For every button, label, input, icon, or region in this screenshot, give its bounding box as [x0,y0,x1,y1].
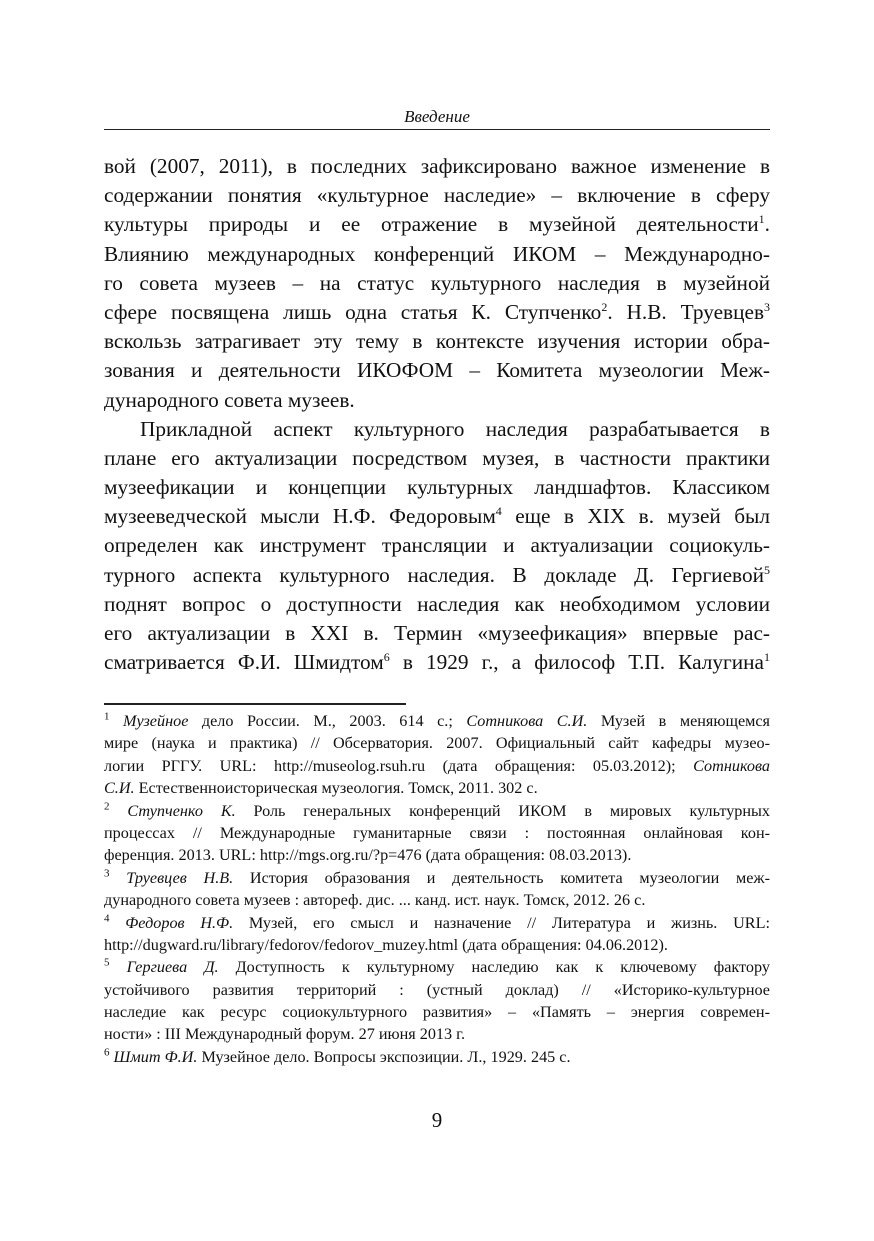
footnote-ref: 6 [383,650,390,665]
footnote-text: Роль генеральных конференций ИКОМ в мировых культурных [235,801,771,820]
text-line [104,386,770,415]
line-text: содержании понятия «культурное наследие» – включение в сферу [104,183,770,208]
footnote-line [104,934,770,956]
text-line [104,327,770,356]
text-line [104,531,770,560]
text-line [104,590,770,619]
footnotes [104,710,770,1068]
text-line [104,648,770,677]
footnote-number: 1 [104,710,110,723]
line-text: го совета музеев – на статус культурного наследия в музейной [104,270,770,295]
footnote-ref: 1 [764,650,770,665]
footnote-text: дело России. М., 2003. 614 с.; [188,712,467,730]
text-line [104,269,770,298]
footnote-line [104,1046,770,1068]
line-text: . [764,212,770,237]
footnote-line [104,912,770,934]
line-text: Прикладной аспект культурного наследия разрабатывается в [140,416,770,441]
footnote-ref: 1 [758,212,765,227]
line-text: турного аспекта культурного наследия. В докладе Д. Гергиевой [104,562,764,587]
footnote-text: Естественноисторическая музеология. Томск, 2011. 302 с. [134,779,538,798]
line-text: сфере посвящена лишь одна статья К. Ступченко [104,299,602,324]
text-line [104,473,770,502]
footnote-ref: 3 [764,299,770,314]
footnote-author: Сотникова С.И. [466,712,588,730]
line-text: культуры природы и ее отражение в музейной деятельности [104,212,759,237]
line-text: . Н.В. Труевцев [607,299,764,324]
footnote-line [104,889,770,911]
footnote-line [104,867,770,889]
footnote-text: Доступность к культурному наследию как к ключевому фактору [218,958,770,977]
footnote-ref: 2 [601,299,608,314]
footnote-author: Труевцев Н.В. [126,868,234,887]
footnote-number: 3 [104,867,110,880]
footnote-separator [104,703,406,705]
footnote-text: дународного совета музеев : автореф. дис. ... канд. ист. наук. Томск, 2012. 26 с. [104,891,646,910]
footnote-text: устойчивого развития территорий : (устный доклад) // «Историко-культурное [104,980,770,999]
footnote-line [104,1023,770,1045]
footnote-author: Шмит Ф.И. [113,1047,198,1066]
footnote-author: Федоров Н.Ф. [125,913,234,932]
footnote-author: Сотникова [693,756,770,775]
text-line [104,356,770,385]
footnote-text: ференция. 2013. URL: http://mgs.org.ru/?p=476 (дата обращения: 08.03.2013). [104,846,632,865]
footnote-text: мире (наука и практика) // Обсерватория. 2007. Официальный сайт кафедры музео- [104,734,770,753]
footnote-text: http://dugward.ru/library/fedorov/fedorov_muzey.html (дата обращения: 04.06.2012). [104,935,668,954]
text-line [104,210,770,239]
footnote-text: ности» : III Международный форум. 27 июня 2013 г. [104,1025,466,1044]
footnote-text: процессах // Международные гуманитарные связи : постоянная онлайновая кон- [104,823,770,842]
footnote-line [104,979,770,1001]
line-text: в 1929 г., а философ Т.П. Калугина [389,650,764,675]
footnote-number: 6 [104,1046,110,1059]
text-line [104,561,770,590]
footnote-number: 4 [104,912,110,925]
text-line [104,298,770,327]
footnote-author: Музейное [123,712,189,730]
footnote-line [104,800,770,822]
footnote-author: Гергиева Д. [126,958,219,977]
footnote-text: История образования и деятельность комитета музеологии меж- [233,868,771,887]
text-line [104,181,770,210]
line-text: вскользь затрагивает эту тему в контексте изучения истории обра- [104,329,770,354]
line-text: музеефикации и концепции культурных ландшафтов. Классиком [104,475,770,500]
footnote-number: 5 [104,956,110,969]
footnote-author: С.И. [104,779,135,798]
line-text: плане его актуализации посредством музея, в частности практики [104,445,770,470]
text-line [104,415,770,444]
line-text: поднят вопрос о доступности наследия как необходимом условии [104,591,770,616]
footnote-line [104,1001,770,1023]
footnote-author: Ступченко К. [127,801,236,820]
footnote-line [104,710,770,732]
line-text: вой (2007, 2011), в последних зафиксировано важное изменение в [104,154,770,178]
line-text: сматривается Ф.И. Шмидтом [104,650,384,675]
text-line [104,240,770,269]
text-line [104,152,770,181]
header-rule [104,129,770,130]
footnote-line [104,755,770,777]
footnote-number: 2 [104,800,110,813]
line-text: дународного совета музеев. [104,387,355,412]
main-text [104,152,770,677]
footnote-line [104,777,770,799]
running-header: Введение [404,107,470,126]
footnote-text: наследие как ресурс социокультурного развития» – «Память – энергия современ- [104,1003,770,1022]
line-text: его актуализации в XXI в. Термин «музеефикация» впервые рас- [104,621,770,645]
line-text: музееведческой мысли Н.Ф. Федоровым [104,504,496,529]
footnote-line [104,732,770,754]
text-line [104,502,770,531]
line-text: еще в XIX в. музей был [501,504,770,529]
footnote-text: Музей, его смысл и назначение // Литература и жизнь. URL: [233,913,770,932]
footnote-ref: 4 [495,504,502,519]
footnote-line [104,822,770,844]
text-line [104,619,770,648]
line-text: зования и деятельности ИКОФОМ – Комитета музеологии Меж- [104,358,770,383]
line-text: Влиянию международных конференций ИКОМ – Международно- [104,241,770,266]
footnote-ref: 5 [764,562,770,577]
text-line [104,444,770,473]
footnote-text: логии РГГУ. URL: http://museolog.rsuh.ru (дата обращения: 05.03.2012); [104,756,694,775]
footnote-text: Музейное дело. Вопросы экспозиции. Л., 1929. 245 с. [197,1047,571,1066]
footnote-text: Музей в меняющемся [587,712,770,730]
footnote-line [104,956,770,978]
page-number: 9 [431,1108,443,1132]
footnote-line [104,844,770,866]
line-text: определен как инструмент трансляции и актуализации социокуль- [104,533,770,558]
